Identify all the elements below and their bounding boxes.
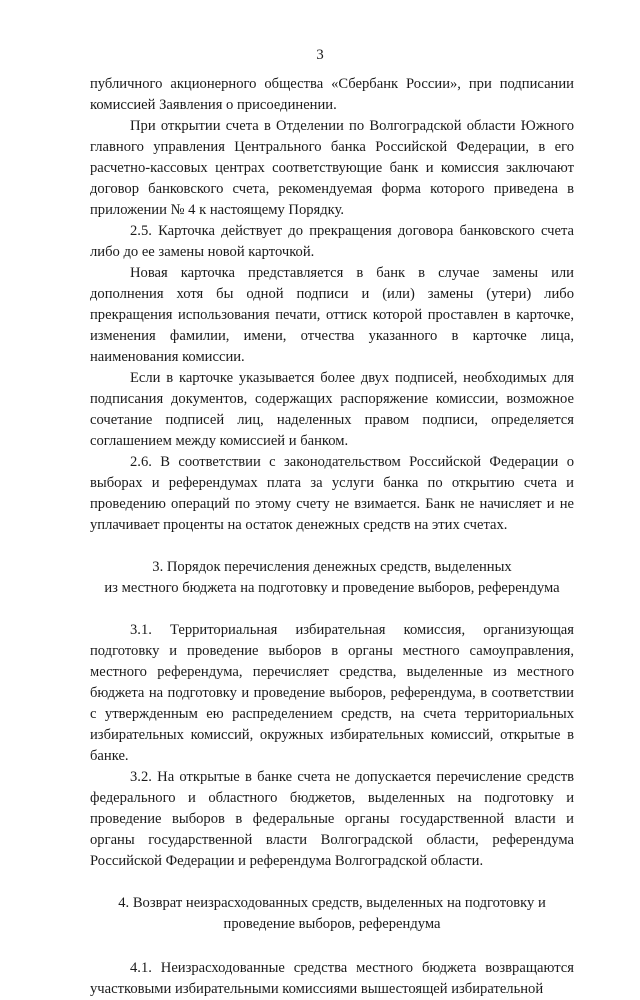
paragraph-2-5: 2.5. Карточка действует до прекращения договора банковского счета либо до ее замены новой карточкой. bbox=[90, 223, 574, 260]
paragraph-3-2: 3.2. На открытые в банке счета не допускается перечисление средств федерального и областного бюджетов, выделенных на подготовку и проведение выборов в федеральные органы государственной власти и органы государственной власти Волгоградской области, референдума Российской Федерации и референдума Волгоградской области. bbox=[90, 769, 574, 869]
paragraph-continuation: публичного акционерного общества «Сбербанк России», при подписании комиссией Заявления о присоединении. bbox=[90, 76, 574, 113]
paragraph-3-1: 3.1. Территориальная избирательная комиссия, организующая подготовку и проведение выборов в органы местного самоуправления, местного референдума, перечисляет средства, выделенные из местного бюджета на подготовку и проведение выборов, референдума, в соответствии с утвержденным ею распределением средств, на счета территориальных избирательных комиссий, окружных избирательных комиссий, открытые в банке. bbox=[90, 622, 574, 764]
section-4-heading-line-1: 4. Возврат неизрасходованных средств, выделенных на подготовку и bbox=[118, 895, 546, 911]
section-4-body bbox=[90, 958, 574, 1000]
section-3-heading bbox=[90, 557, 574, 599]
paragraph-account-opening: При открытии счета в Отделении по Волгоградской области Южного главного управления Центрального банка Российской Федерации, в его расчетно-кассовых центрах соответствующие банк и комиссия заключают договор банковского счета, рекомендуемая форма которого приведена в приложении № 4 к настоящему Порядку. bbox=[90, 118, 574, 218]
paragraph-4-1: 4.1. Неизрасходованные средства местного бюджета возвращаются участковыми избирательными комиссиями вышестоящей избирательной bbox=[90, 960, 574, 997]
paragraph-new-card: Новая карточка представляется в банк в случае замены или дополнения хотя бы одной подписи и (или) замены (утери) либо прекращения использования печати, оттиск которой проставлен в карточке, изменения фамилии, имени, отчества указанного в карточке лица, наименования комиссии. bbox=[90, 265, 574, 365]
paragraph-signatures: Если в карточке указывается более двух подписей, необходимых для подписания документов, содержащих распоряжение комиссии, возможное сочетание подписей лиц, наделенных правом подписи, определяется соглашением между комиссией и банком. bbox=[90, 370, 574, 449]
section-3-body bbox=[90, 620, 574, 872]
section-3-heading-line-1: 3. Порядок перечисления денежных средств, выделенных bbox=[152, 559, 512, 575]
document-body bbox=[90, 74, 574, 1000]
page-number: 3 bbox=[316, 47, 324, 63]
section-4-heading-line-2: проведение выборов, референдума bbox=[223, 916, 441, 932]
paragraph-2-6: 2.6. В соответствии с законодательством Российской Федерации о выборах и референдумах плата за услуги банка по открытию счета и проведению операций по этому счету не взимается. Банк не начисляет и не уплачивает проценты на остаток денежных средств на этих счетах. bbox=[90, 454, 574, 533]
section-4-heading bbox=[90, 893, 574, 935]
section-3-heading-line-2: из местного бюджета на подготовку и проведение выборов, референдума bbox=[104, 580, 560, 596]
